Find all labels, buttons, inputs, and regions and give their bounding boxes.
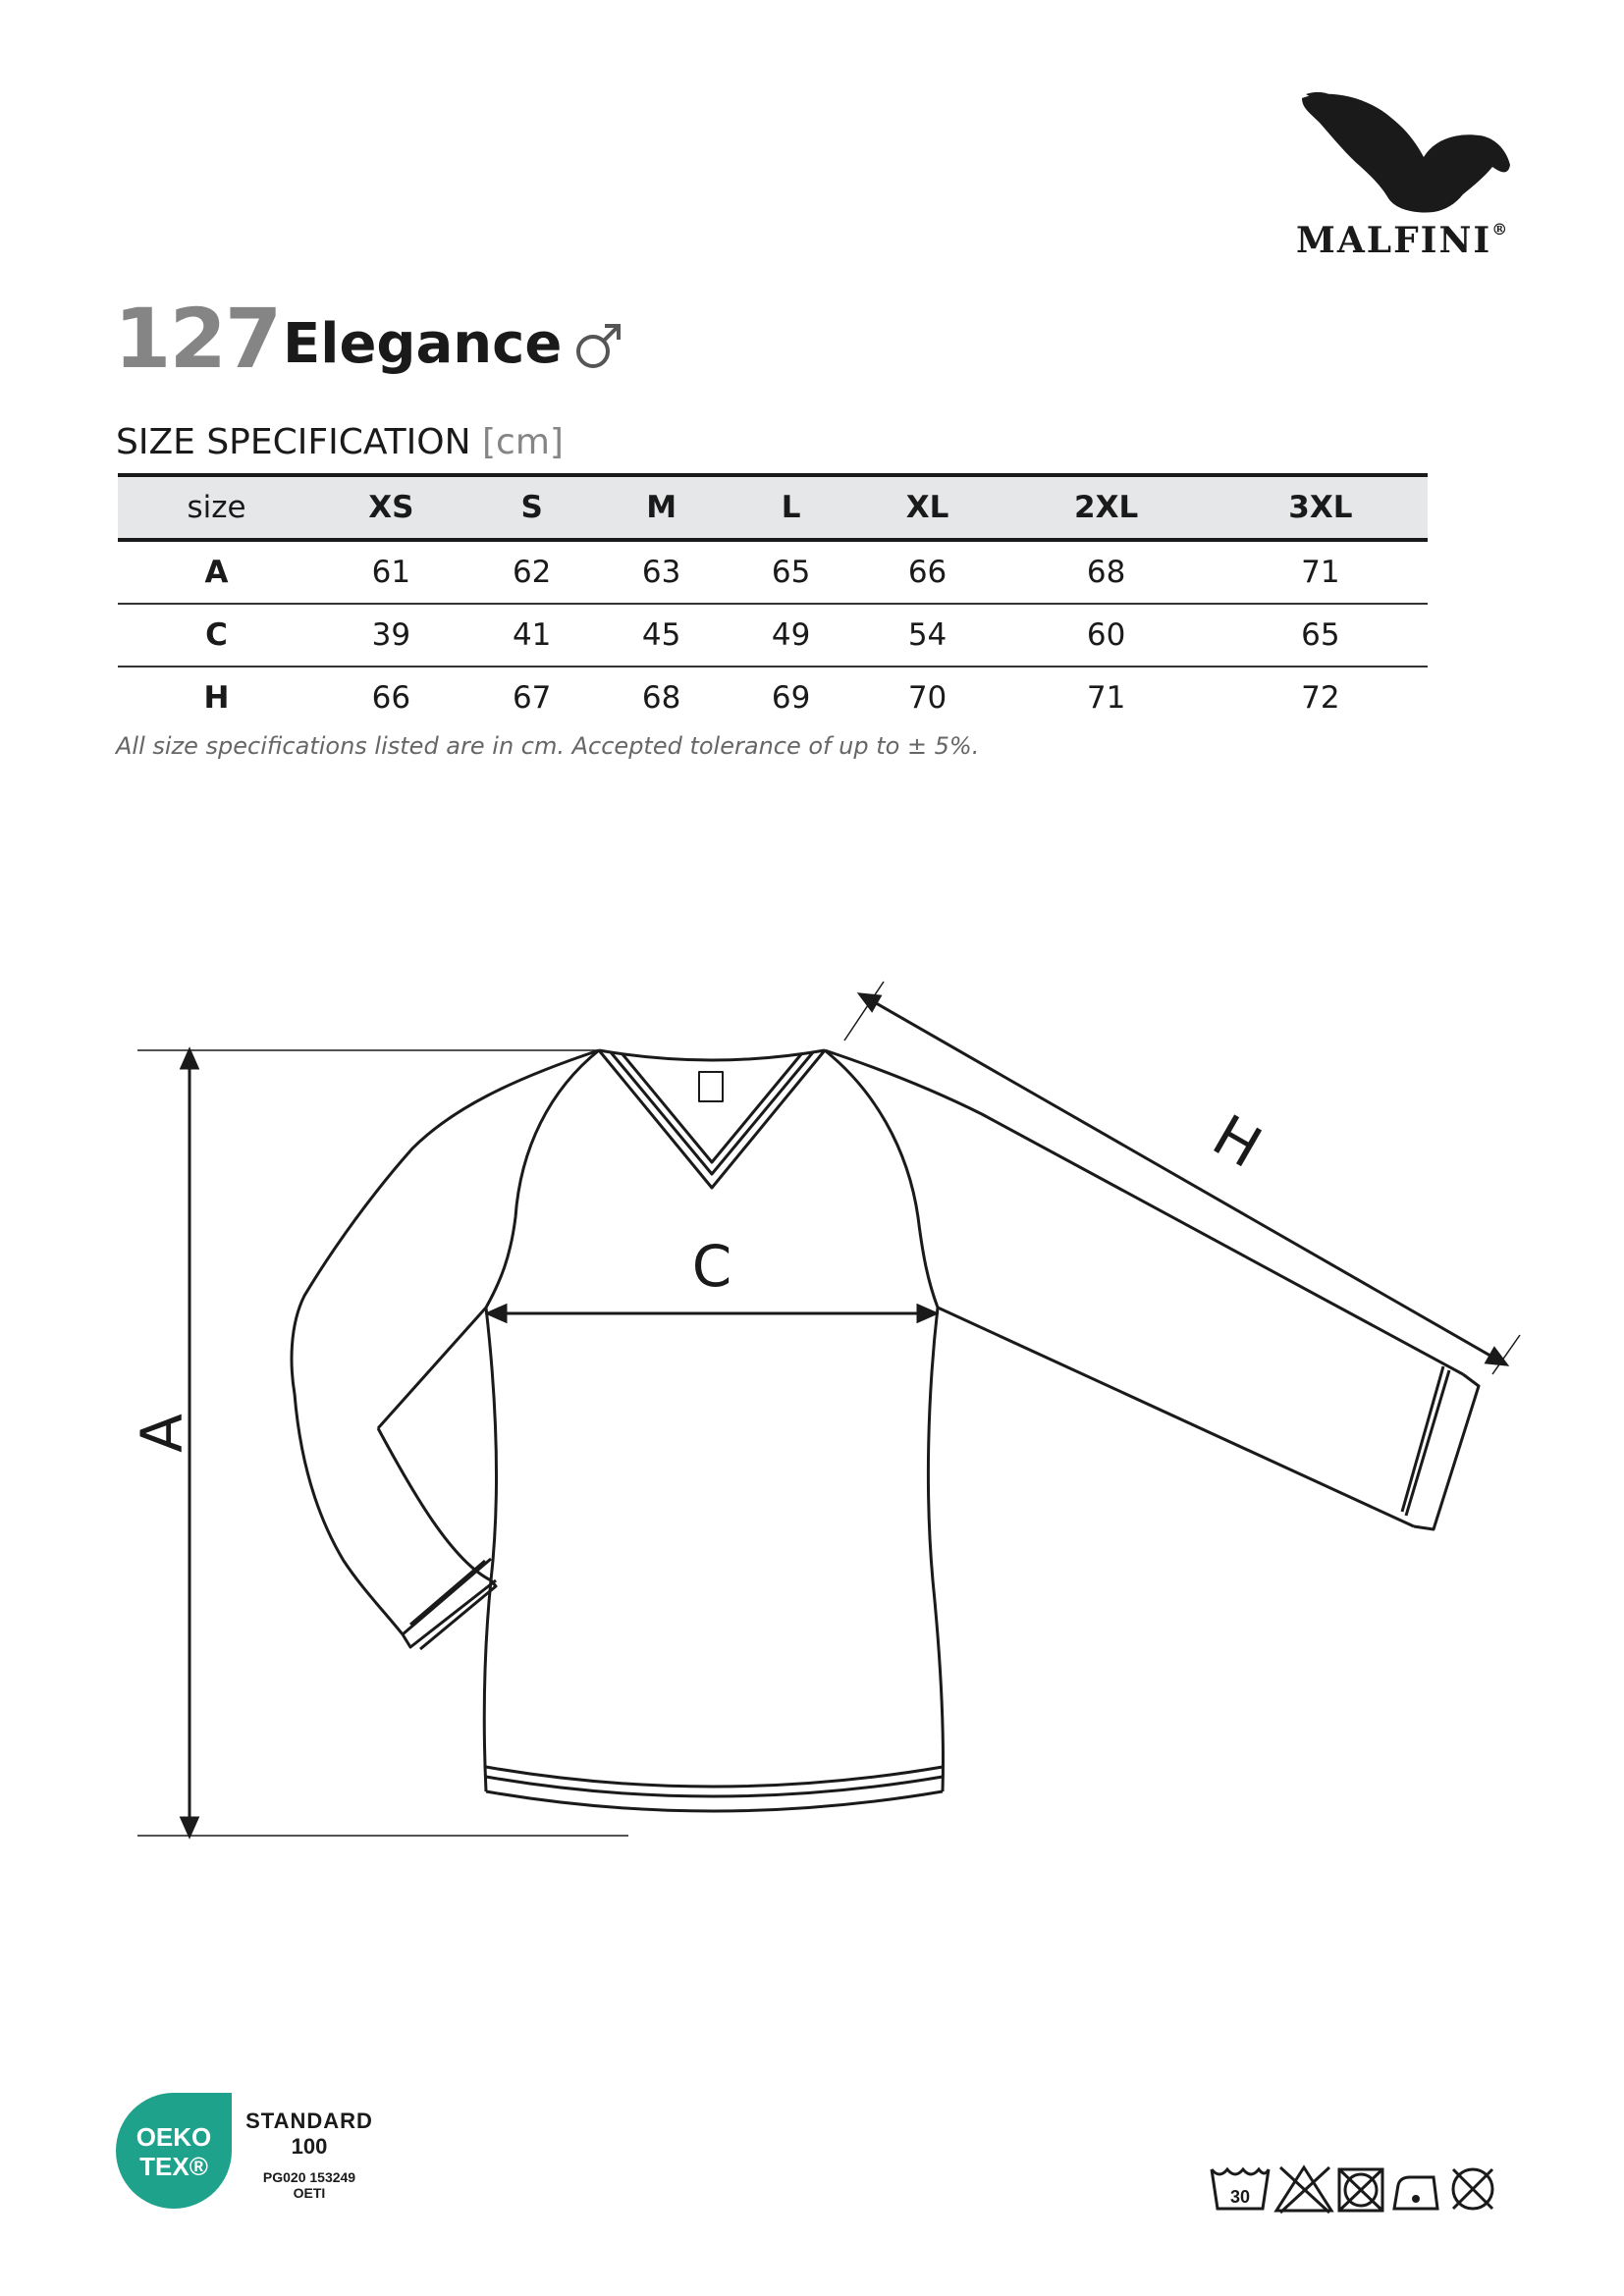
row-label: A xyxy=(118,540,315,604)
header-cell: XL xyxy=(856,475,1000,540)
table-cell: 65 xyxy=(727,540,856,604)
table-row xyxy=(118,667,1428,728)
header-cell: 2XL xyxy=(1000,475,1214,540)
table-cell: 39 xyxy=(315,604,467,667)
table-row xyxy=(118,604,1428,667)
row-label: C xyxy=(118,604,315,667)
male-symbol-icon xyxy=(573,320,624,371)
row-label: H xyxy=(203,680,230,716)
table-cell: 60 xyxy=(1000,604,1214,667)
header-cell: M xyxy=(597,475,727,540)
no-tumble-dry-icon xyxy=(1339,2169,1382,2211)
dimension-label-c: C xyxy=(691,1233,732,1300)
table-cell: 54 xyxy=(856,604,1000,667)
oeko-tex-badge xyxy=(116,2093,234,2211)
table-cell: 67 xyxy=(512,680,552,716)
table-cell: 68 xyxy=(1000,540,1214,604)
product-name: Elegance xyxy=(283,312,563,376)
table-cell: 69 xyxy=(771,680,811,716)
iron-low-icon xyxy=(1394,2177,1437,2209)
dimension-label-a: A xyxy=(129,1414,195,1453)
brand-logo xyxy=(1276,88,1532,265)
table-cell: 68 xyxy=(641,680,681,716)
table-cell: 70 xyxy=(907,680,947,716)
standard-number: 100 xyxy=(291,2134,328,2159)
table-cell: 66 xyxy=(371,680,411,716)
certificate-institute: OETI xyxy=(293,2185,326,2201)
table-cell: 63 xyxy=(597,540,727,604)
header-cell: L xyxy=(727,475,856,540)
header-cell: size xyxy=(118,475,315,540)
garment-diagram xyxy=(0,942,1624,1885)
size-spec-title: SIZE SPECIFICATION [cm] xyxy=(116,422,564,462)
no-bleach-icon xyxy=(1276,2167,1331,2213)
oeko-word: OEKO xyxy=(135,2122,212,2152)
no-dry-clean-icon xyxy=(1453,2169,1492,2209)
care-symbols xyxy=(1208,2160,1522,2218)
wash-30-icon xyxy=(1212,2169,1269,2209)
table-cell: 41 xyxy=(467,604,597,667)
brand-wordmark: MALFINI® xyxy=(1296,220,1510,261)
tex-word: TEX® xyxy=(139,2152,208,2181)
svg-text:30: 30 xyxy=(1229,2187,1251,2207)
table-cell: 62 xyxy=(467,540,597,604)
size-table xyxy=(118,473,1428,728)
table-cell: 61 xyxy=(315,540,467,604)
eagle-icon xyxy=(1298,88,1514,216)
table-cell: 65 xyxy=(1214,604,1428,667)
table-header-row xyxy=(118,475,1428,540)
header-cell: S xyxy=(467,475,597,540)
table-cell: 72 xyxy=(1301,680,1340,716)
oeko-standard-text xyxy=(245,2109,373,2201)
table-cell: 45 xyxy=(597,604,727,667)
product-number: 127 xyxy=(114,291,281,387)
table-row xyxy=(118,540,1428,604)
header-cell: 3XL xyxy=(1214,475,1428,540)
table-cell: 71 xyxy=(1214,540,1428,604)
dimension-label-h: H xyxy=(1202,1101,1272,1182)
table-cell: 66 xyxy=(856,540,1000,604)
table-cell: 49 xyxy=(727,604,856,667)
table-cell: 71 xyxy=(1086,680,1126,716)
standard-label: STANDARD xyxy=(245,2109,373,2133)
header-cell: XS xyxy=(315,475,467,540)
tolerance-note: All size specifications listed are in cm. Accepted tolerance of up to ± 5%. xyxy=(116,732,980,760)
certificate-code: PG020 153249 xyxy=(262,2169,356,2185)
